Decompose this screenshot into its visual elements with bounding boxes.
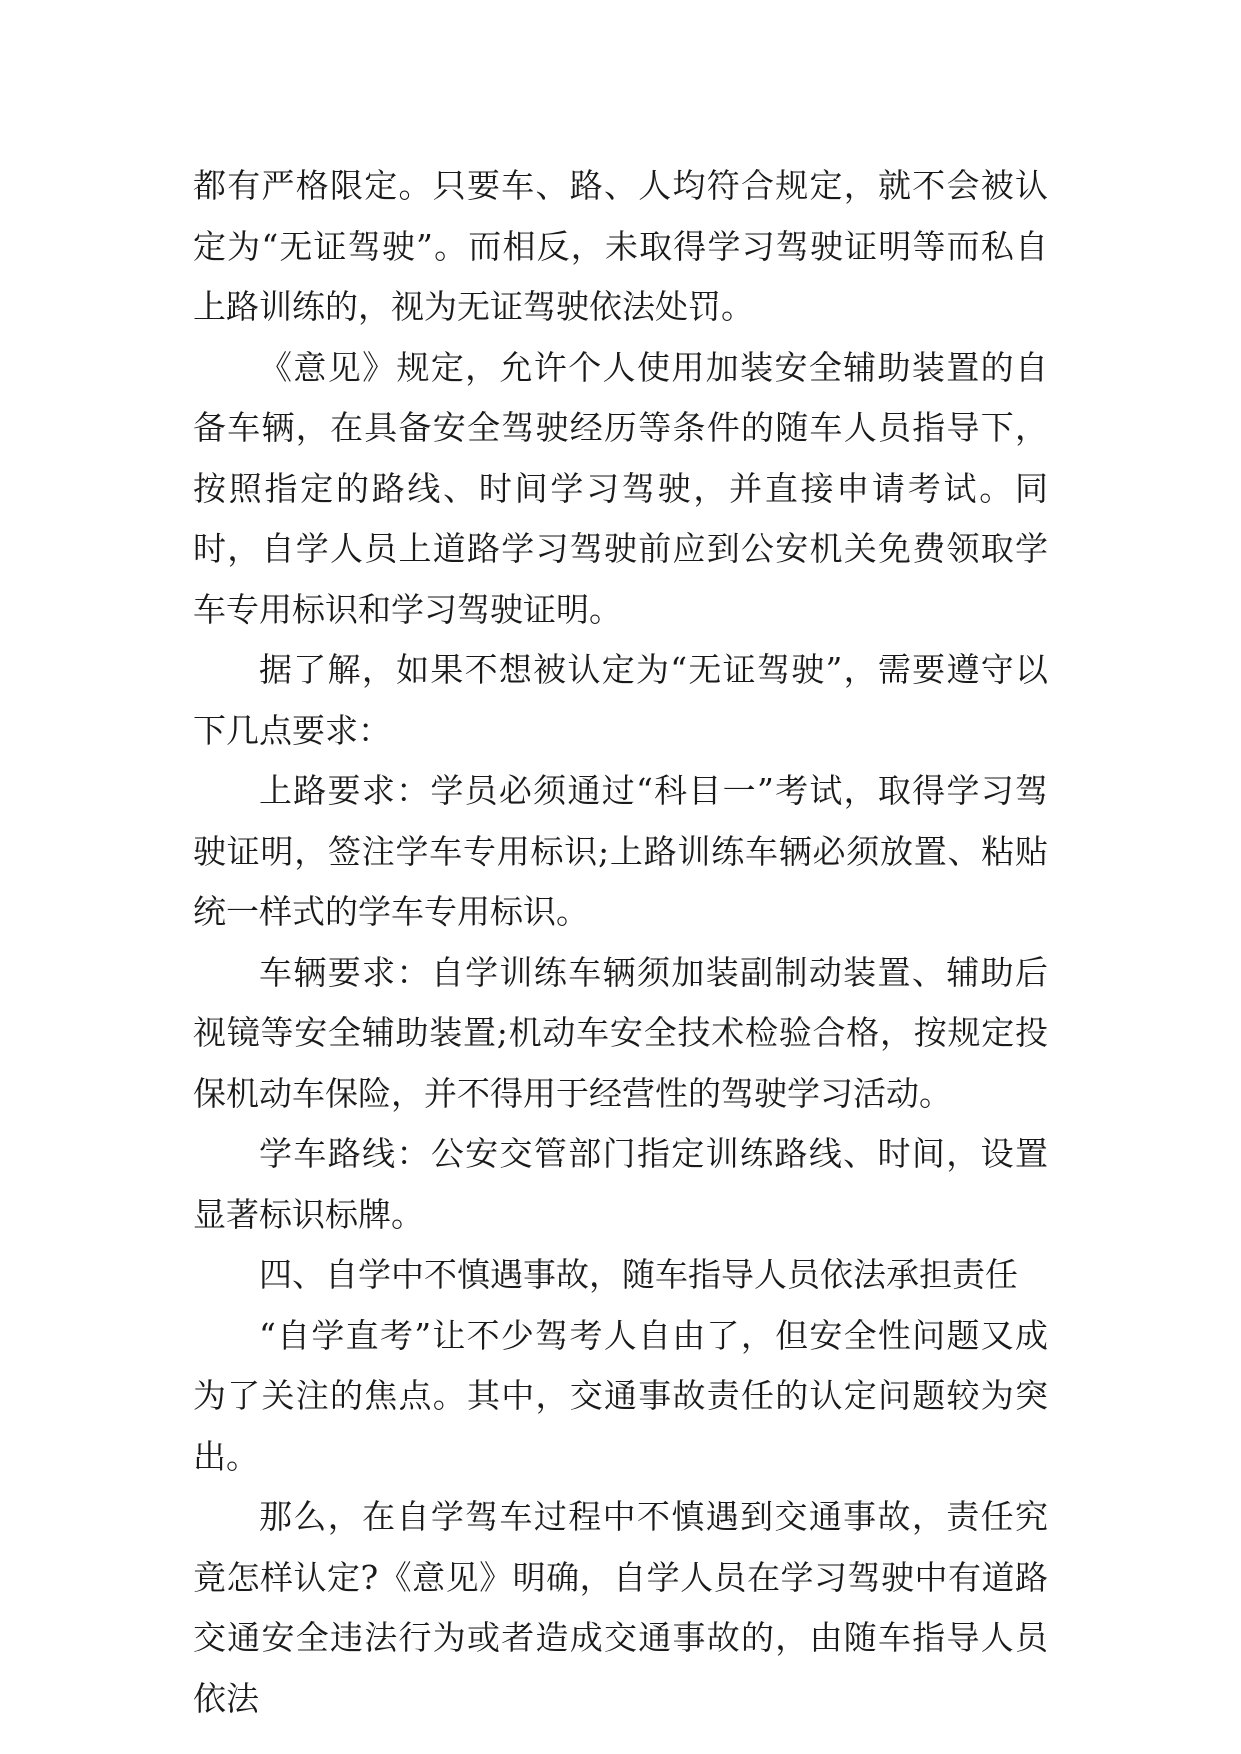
paragraph-1: 都有严格限定。只要车、路、人均符合规定，就不会被认定为“无证驾驶”。而相反，未取得学习驾驶证明等而私自上路训练的，视为无证驾驶依法处罚。 — [193, 166, 1048, 326]
paragraph-9: 那么，在自学驾车过程中不慎遇到交通事故，责任究竟怎样认定?《意见》明确，自学人员在学习驾驶中有道路交通安全违法行为或者造成交通事故的，由随车指导人员依法 — [193, 1497, 1048, 1718]
paragraph-2: 《意见》规定，允许个人使用加装安全辅助装置的自备车辆，在具备安全驾驶经历等条件的随车人员指导下，按照指定的路线、时间学习驾驶，并直接申请考试。同时，自学人员上道路学习驾驶前应到公安机关免费领取学车专用标识和学习驾驶证明。 — [193, 347, 1048, 629]
paragraph-3: 据了解，如果不想被认定为“无证驾驶”，需要遵守以下几点要求： — [193, 650, 1048, 750]
document-body — [193, 156, 1048, 1729]
section-heading: 四、自学中不慎遇事故，随车指导人员依法承担责任 — [259, 1255, 1018, 1294]
paragraph-5: 车辆要求：自学训练车辆须加装副制动装置、辅助后视镜等安全辅助装置;机动车安全技术检验合格，按规定投保机动车保险，并不得用于经营性的驾驶学习活动。 — [193, 952, 1048, 1113]
paragraph-4: 上路要求：学员必须通过“科目一”考试，取得学习驾驶证明，签注学车专用标识;上路训练车辆必须放置、粘贴统一样式的学车专用标识。 — [193, 771, 1048, 931]
paragraph-6: 学车路线：公安交管部门指定训练路线、时间，设置显著标识标牌。 — [193, 1134, 1048, 1234]
paragraph-8: “自学直考”让不少驾考人自由了，但安全性问题又成为了关注的焦点。其中，交通事故责任的认定问题较为突出。 — [193, 1315, 1048, 1476]
